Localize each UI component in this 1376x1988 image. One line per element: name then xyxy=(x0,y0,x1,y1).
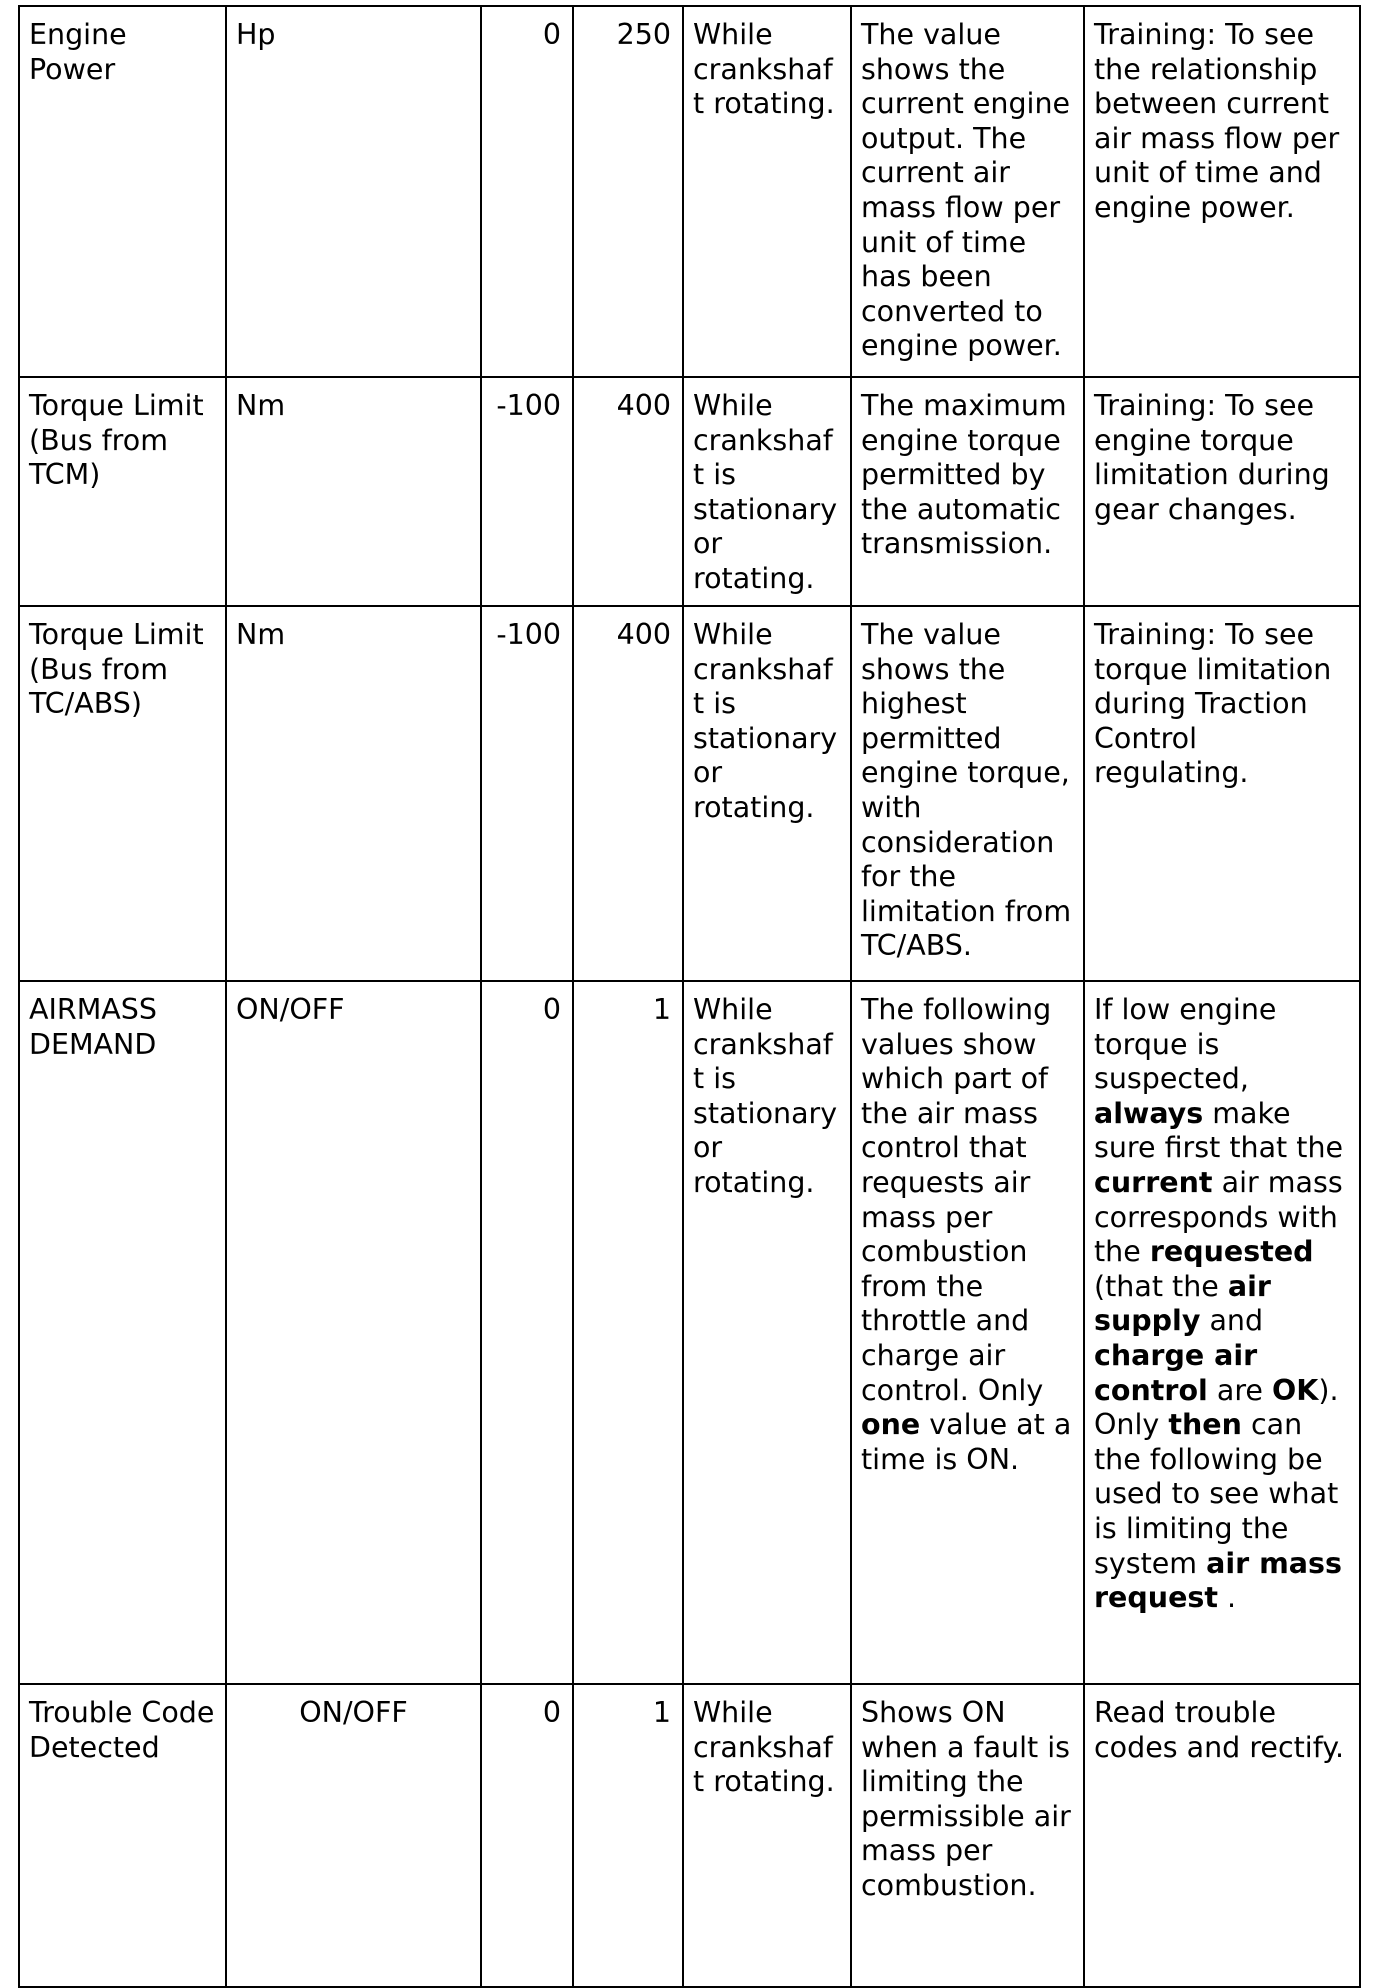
parameter-max: 400 xyxy=(573,377,683,606)
parameter-description: The value shows the highest permitted engine torque, with consideration for the limitation from TC/ABS. xyxy=(851,606,1084,981)
text-run: are xyxy=(1207,1373,1273,1407)
parameter-name: AIRMASS DEMAND xyxy=(19,981,226,1684)
table-row xyxy=(19,981,1360,1684)
text-run: . xyxy=(1218,1581,1237,1615)
parameter-notes xyxy=(1084,981,1360,1684)
parameter-description xyxy=(851,981,1084,1684)
parameter-max: 1 xyxy=(573,981,683,1684)
parameter-unit: ON/OFF xyxy=(226,1684,481,1987)
parameter-max: 250 xyxy=(573,6,683,377)
parameter-name: Engine Power xyxy=(19,6,226,377)
parameter-unit: Hp xyxy=(226,6,481,377)
parameter-table xyxy=(18,5,1361,1988)
parameter-unit: Nm xyxy=(226,606,481,981)
table-row xyxy=(19,377,1360,606)
table-row xyxy=(19,606,1360,981)
parameter-condition: While crankshaft is stationary or rotating. xyxy=(683,981,851,1684)
parameter-name: Torque Limit (Bus from TC/ABS) xyxy=(19,606,226,981)
parameter-condition: While crankshaft rotating. xyxy=(683,1684,851,1987)
parameter-description: The value shows the current engine output. The current air mass flow per unit of time has been converted to engine power. xyxy=(851,6,1084,377)
parameter-condition: While crankshaft is stationary or rotating. xyxy=(683,606,851,981)
parameter-min: 0 xyxy=(481,6,573,377)
parameter-condition: While crankshaft is stationary or rotating. xyxy=(683,377,851,606)
bold-text-run: OK xyxy=(1272,1373,1319,1407)
parameter-name: Torque Limit (Bus from TCM) xyxy=(19,377,226,606)
bold-text-run: air supply xyxy=(1094,1269,1271,1338)
parameter-min: -100 xyxy=(481,606,573,981)
parameter-description: Shows ON when a fault is limiting the permissible air mass per combustion. xyxy=(851,1684,1084,1987)
bold-text-run: always xyxy=(1094,1096,1204,1130)
parameter-condition: While crankshaft rotating. xyxy=(683,6,851,377)
parameter-description: The maximum engine torque permitted by the automatic transmission. xyxy=(851,377,1084,606)
parameter-notes: Read trouble codes and rectify. xyxy=(1084,1684,1360,1987)
bold-text-run: current xyxy=(1094,1165,1213,1199)
table-row xyxy=(19,1684,1360,1987)
parameter-min: 0 xyxy=(481,981,573,1684)
parameter-name: Trouble Code Detected xyxy=(19,1684,226,1987)
parameter-max: 1 xyxy=(573,1684,683,1987)
text-run: If low engine torque is suspected, xyxy=(1094,993,1277,1096)
text-run: value at a time is ON. xyxy=(861,1408,1072,1476)
bold-text-run: charge air control xyxy=(1094,1338,1258,1407)
parameter-notes: Training: To see torque limitation during Traction Control regulating. xyxy=(1084,606,1360,981)
parameter-unit: Nm xyxy=(226,377,481,606)
bold-text-run: then xyxy=(1168,1408,1242,1442)
bold-text-run: one xyxy=(861,1408,921,1442)
parameter-min: 0 xyxy=(481,1684,573,1987)
text-run: ). Only xyxy=(1094,1373,1339,1442)
text-run: can the following be used to see what is limiting the system xyxy=(1094,1408,1339,1580)
parameter-unit: ON/OFF xyxy=(226,981,481,1684)
text-run: make sure first that the xyxy=(1094,1096,1344,1165)
parameter-max: 400 xyxy=(573,606,683,981)
table-row xyxy=(19,6,1360,377)
text-run: (that the xyxy=(1094,1269,1228,1303)
bold-text-run: air mass request xyxy=(1094,1546,1342,1615)
parameter-notes: Training: To see engine torque limitation during gear changes. xyxy=(1084,377,1360,606)
text-run: The following values show which part of the air mass control that requests air mass per combustion from the throttle and charge air control. Only xyxy=(861,993,1052,1407)
parameter-min: -100 xyxy=(481,377,573,606)
text-run: air mass corresponds with the xyxy=(1094,1165,1343,1269)
parameter-notes: Training: To see the relationship between current air mass flow per unit of time and engine power. xyxy=(1084,6,1360,377)
bold-text-run: requested xyxy=(1149,1235,1314,1269)
text-run: and xyxy=(1200,1304,1264,1338)
